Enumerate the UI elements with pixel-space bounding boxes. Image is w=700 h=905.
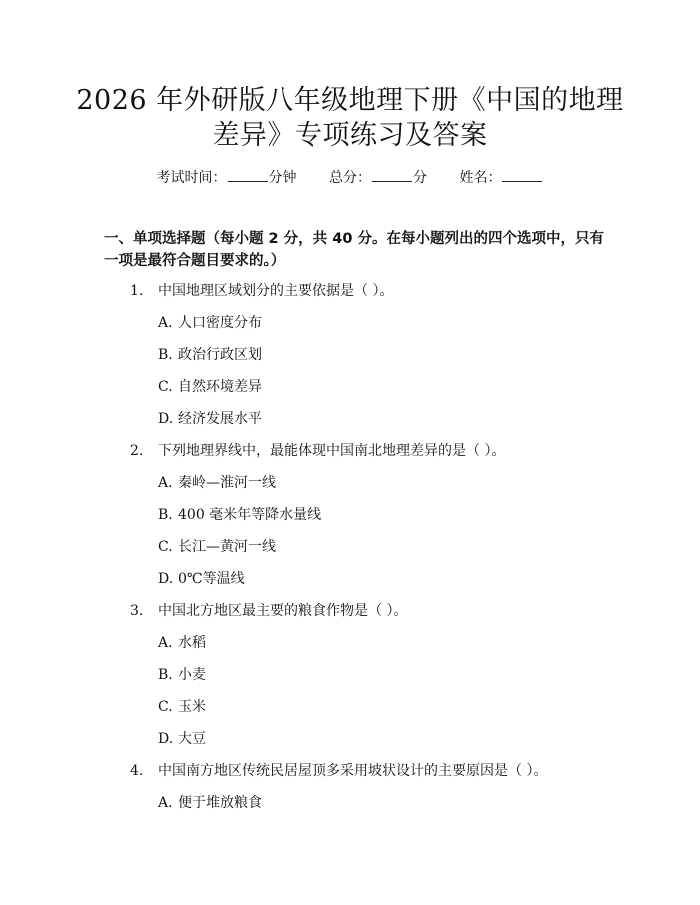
option-letter: A. (158, 795, 173, 811)
exam-info-line (0, 168, 700, 188)
question-text: 中国地理区域划分的主要依据是（ ）。 (158, 283, 394, 299)
option-text: 经济发展水平 (178, 411, 262, 427)
option-letter: D. (158, 411, 174, 427)
section-heading: 一、单项选择题（每小题 2 分，共 40 分。在每小题列出的四个选项中，只有一项是最符合题目要求的。） (104, 231, 604, 269)
option-2a[interactable] (158, 473, 276, 493)
option-1a[interactable] (158, 313, 262, 333)
question-text: 下列地理界线中，最能体现中国南北地理差异的是（ ）。 (158, 443, 506, 459)
option-4a[interactable] (158, 793, 262, 813)
option-letter: A. (158, 475, 173, 491)
option-text: 玉米 (178, 699, 206, 715)
question-2 (130, 441, 505, 461)
option-3a[interactable] (158, 633, 206, 653)
question-number: 2. (130, 443, 144, 459)
exam-time-label: 考试时间： (156, 170, 227, 186)
exam-time-blank[interactable] (228, 168, 268, 182)
exam-time-unit: 分钟 (268, 170, 297, 186)
question-number: 3. (130, 603, 144, 619)
option-3c[interactable] (158, 697, 206, 717)
option-text: 大豆 (178, 731, 206, 747)
option-letter: B. (158, 507, 173, 523)
option-letter: C. (158, 379, 173, 395)
option-letter: B. (158, 347, 173, 363)
option-text: 水稻 (178, 635, 206, 651)
option-1d[interactable] (158, 409, 262, 429)
total-score-label: 总分： (329, 170, 371, 186)
option-letter: C. (158, 699, 173, 715)
option-letter: A. (158, 635, 173, 651)
option-2b[interactable] (158, 505, 321, 525)
option-text: 人口密度分布 (178, 315, 262, 331)
total-score-unit: 分 (413, 170, 427, 186)
option-letter: C. (158, 539, 173, 555)
question-number: 4. (130, 763, 144, 779)
option-3b[interactable] (158, 665, 206, 685)
question-1 (130, 281, 393, 301)
document-title-line-1: 2026 年外研版八年级地理下册《中国的地理 (76, 85, 624, 116)
option-text: 秦岭—淮河一线 (178, 475, 276, 491)
exam-time-field (157, 168, 297, 188)
option-letter: D. (158, 731, 174, 747)
document-title-line-2: 差异》专项练习及答案 (212, 120, 488, 151)
option-text: 便于堆放粮食 (178, 795, 262, 811)
option-text: 400 毫米年等降水量线 (178, 507, 322, 523)
option-2c[interactable] (158, 537, 276, 557)
option-text: 政治行政区划 (178, 347, 262, 363)
option-text: 自然环境差异 (178, 379, 262, 395)
question-4 (130, 761, 547, 781)
total-score-blank[interactable] (372, 168, 412, 182)
option-letter: D. (158, 571, 174, 587)
question-number: 1. (130, 283, 144, 299)
question-text: 中国南方地区传统民居屋顶多采用坡状设计的主要原因是（ ）。 (158, 763, 548, 779)
option-text: 小麦 (178, 667, 206, 683)
question-3 (130, 601, 407, 621)
option-text: 长江—黄河一线 (178, 539, 276, 555)
option-text: 0℃等温线 (178, 571, 245, 587)
name-blank[interactable] (502, 168, 542, 182)
name-field (459, 168, 543, 188)
option-letter: A. (158, 315, 173, 331)
option-letter: B. (158, 667, 173, 683)
question-text: 中国北方地区最主要的粮食作物是（ ）。 (158, 603, 408, 619)
option-3d[interactable] (158, 729, 206, 749)
name-label: 姓名： (459, 170, 502, 186)
option-1c[interactable] (158, 377, 262, 397)
option-2d[interactable] (158, 569, 245, 589)
total-score-field (329, 168, 427, 188)
option-1b[interactable] (158, 345, 262, 365)
